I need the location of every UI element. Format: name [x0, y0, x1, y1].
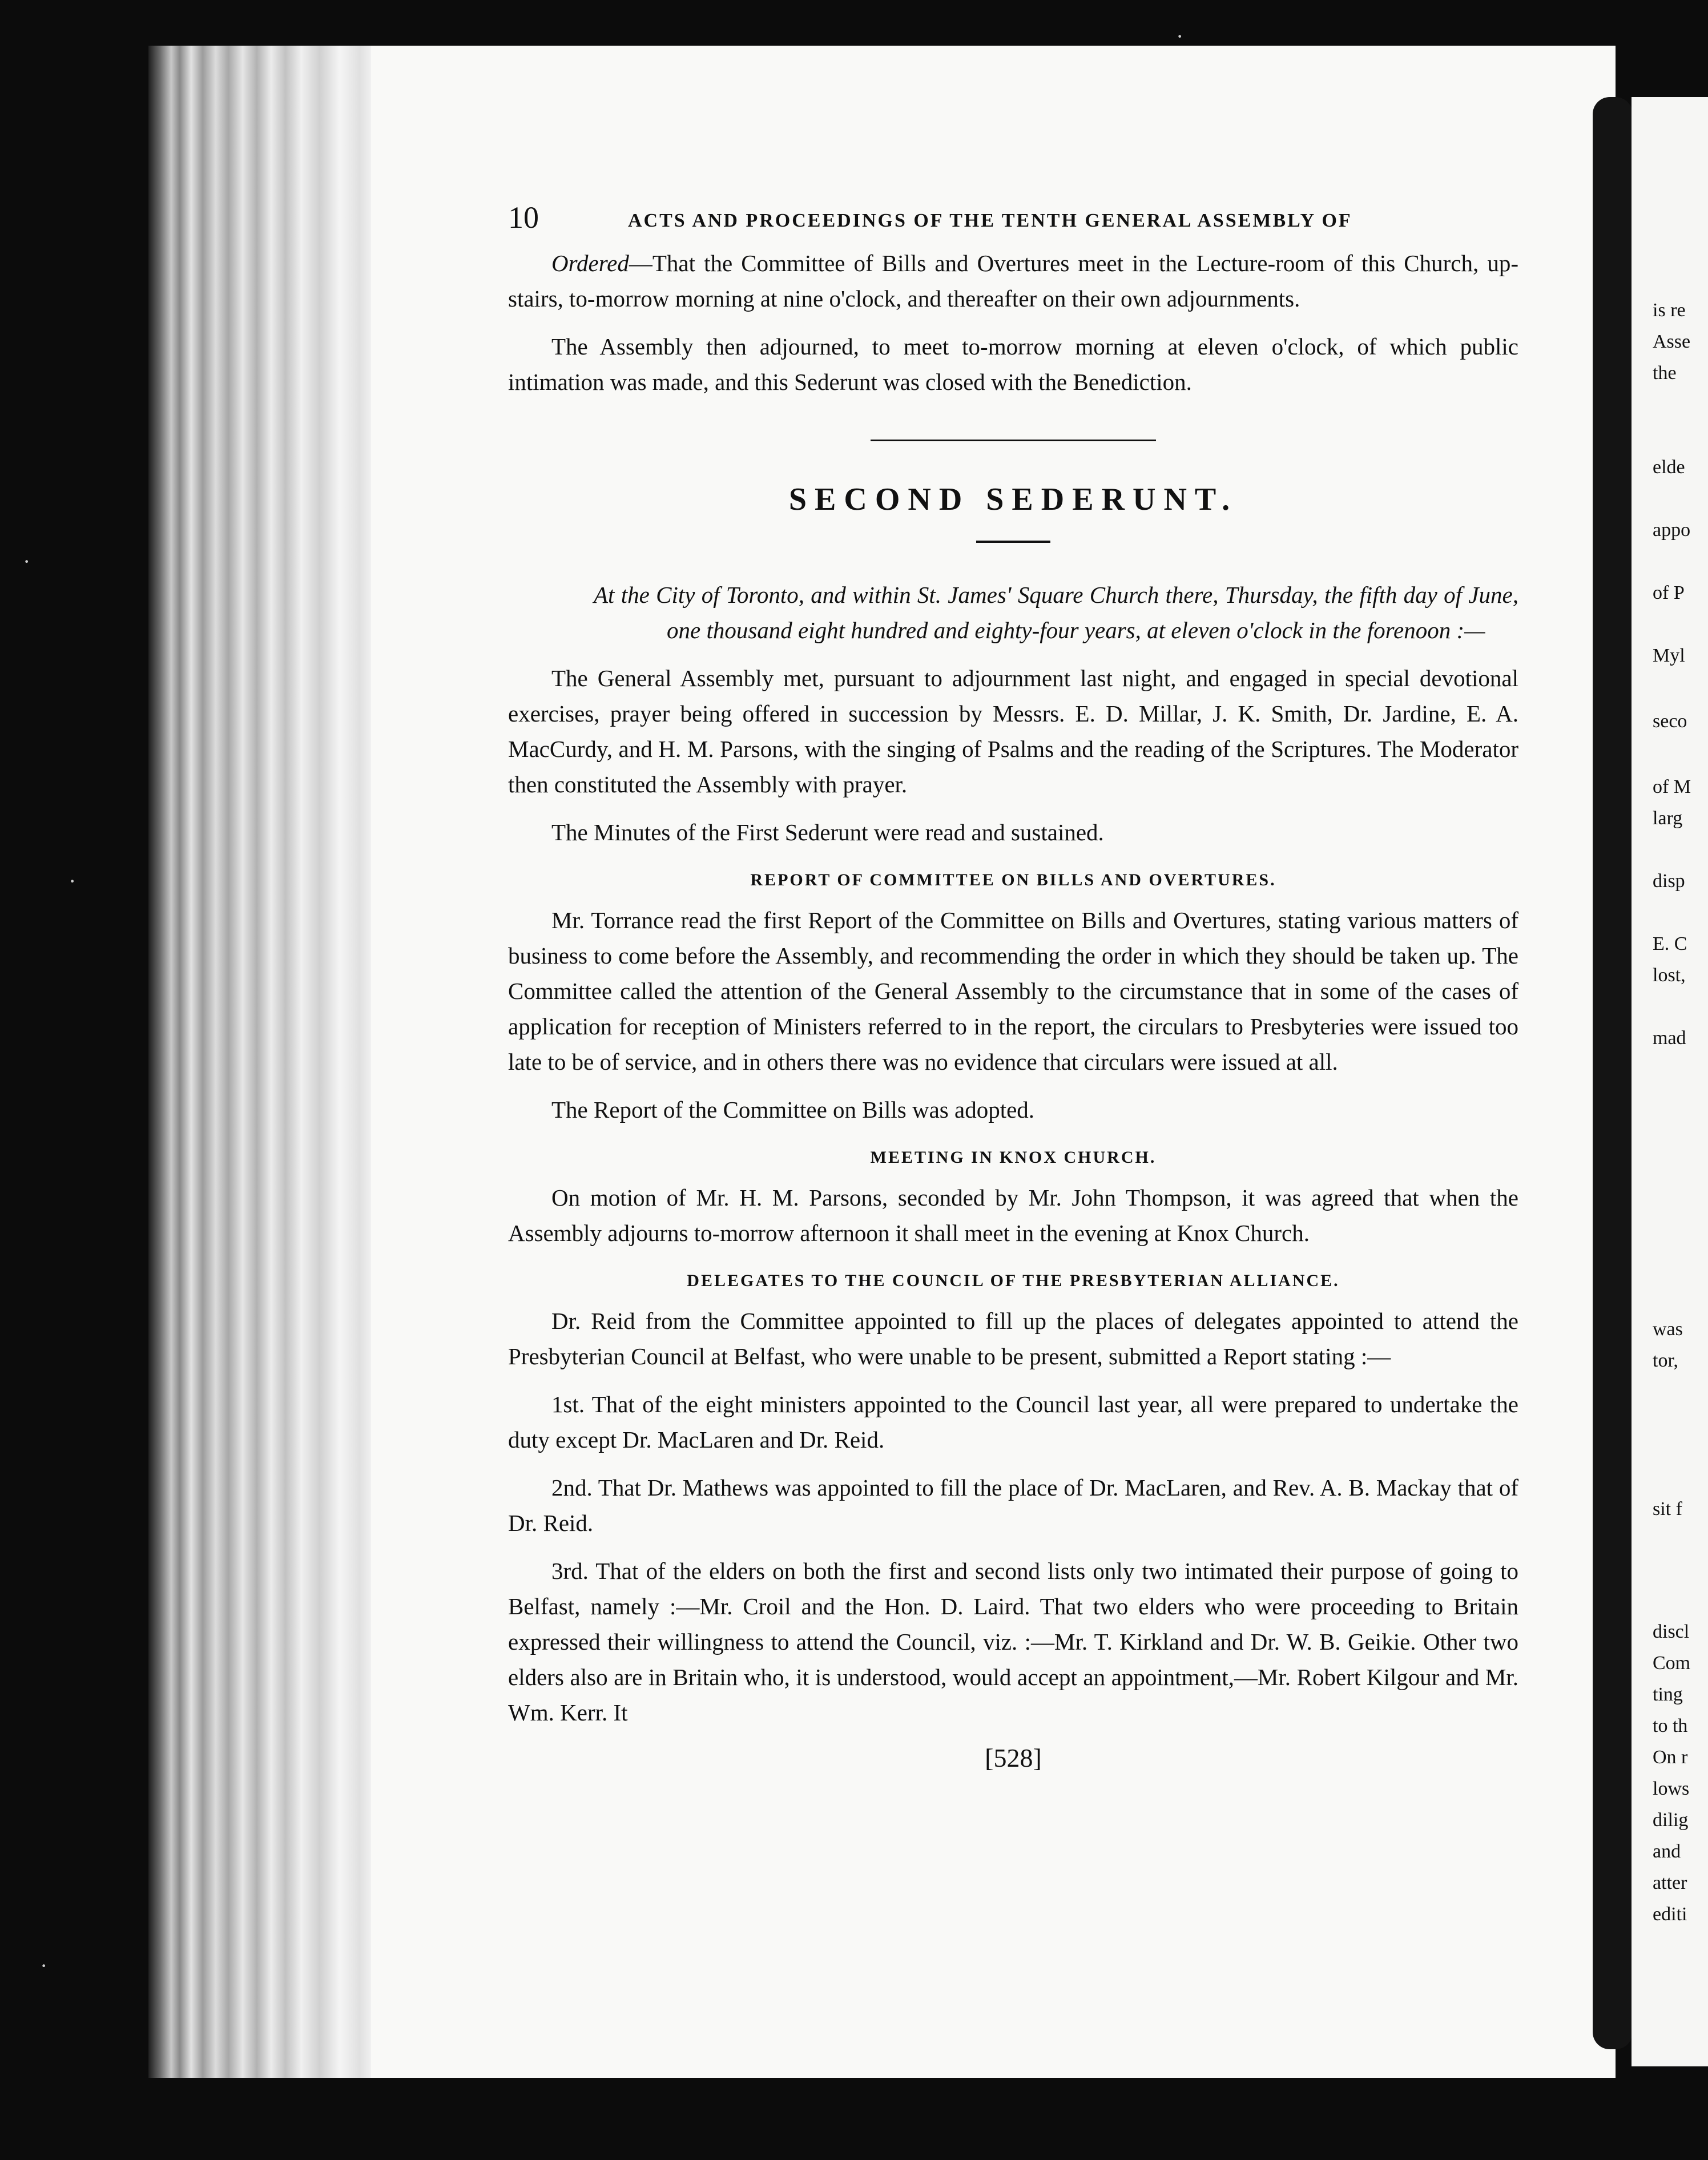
- book-gutter: [1593, 97, 1633, 2049]
- facing-fragment: of P: [1653, 582, 1685, 603]
- facing-fragment: and: [1653, 1841, 1681, 1862]
- facing-fragment: ting: [1653, 1684, 1683, 1705]
- facing-fragment: lost,: [1653, 965, 1686, 986]
- facing-fragment: was: [1653, 1319, 1683, 1340]
- facing-fragment: discl: [1653, 1621, 1690, 1642]
- report-heading: REPORT OF COMMITTEE ON BILLS AND OVERTURES.: [750, 871, 1276, 889]
- section-divider: [871, 440, 1156, 441]
- facing-fragment: appo: [1653, 519, 1691, 541]
- dust-speck: ·: [40, 1953, 48, 1978]
- facing-fragment: of M: [1653, 776, 1691, 797]
- facing-fragment: is re: [1653, 300, 1686, 321]
- page-number: 10: [508, 200, 539, 235]
- ordered-paragraph: [508, 245, 1518, 316]
- facing-page: [1632, 97, 1708, 2066]
- item-2: 2nd. That Dr. Mathews was appointed to fill the place of Dr. MacLaren, and Rev. A. B. Mackay that of Dr. Reid.: [508, 1474, 1518, 1536]
- facing-fragment: dilig: [1653, 1810, 1689, 1831]
- facing-fragment: elde: [1653, 457, 1685, 478]
- ordered-text: —That the Committee of Bills and Overtures meet in the Lecture-room of this Church, up-stairs, to-morrow morning at nine o'clock, and thereafter on their own adjournments.: [508, 250, 1518, 312]
- running-header: [508, 194, 1518, 245]
- facing-fragment: Com: [1653, 1653, 1691, 1674]
- facing-fragment: tor,: [1653, 1350, 1678, 1371]
- facing-fragment: atter: [1653, 1872, 1687, 1893]
- facing-fragment: editi: [1653, 1904, 1687, 1925]
- item-1: 1st. That of the eight ministers appointed to the Council last year, all were prepared to undertake the duty except Dr. MacLaren and Dr. Reid.: [508, 1391, 1518, 1453]
- knox-paragraph: On motion of Mr. H. M. Parsons, seconded by Mr. John Thompson, it was agreed that when the Assembly adjourns to-morrow afternoon it shall meet in the evening at Knox Church.: [508, 1184, 1518, 1246]
- facing-fragment: mad: [1653, 1027, 1686, 1049]
- ordered-label: Ordered: [551, 250, 629, 276]
- page-content: [508, 194, 1518, 1773]
- facing-fragment: disp: [1653, 871, 1685, 892]
- running-title: ACTS AND PROCEEDINGS OF THE TENTH GENERAL ASSEMBLY OF: [628, 210, 1352, 231]
- delegates-heading: DELEGATES TO THE COUNCIL OF THE PRESBYTERIAN ALLIANCE.: [687, 1271, 1340, 1290]
- facing-fragment: On r: [1653, 1747, 1688, 1768]
- sederunt-heading: SECOND SEDERUNT.: [788, 482, 1238, 517]
- heading-rule: [976, 541, 1050, 543]
- adjourn-paragraph: The Assembly then adjourned, to meet to-morrow morning at eleven o'clock, of which public intimation was made, and this Sederunt was closed with the Benediction.: [508, 333, 1518, 395]
- facing-fragment: seco: [1653, 711, 1687, 732]
- report-adopted-paragraph: The Report of the Committee on Bills was adopted.: [551, 1097, 1035, 1123]
- delegates-paragraph: Dr. Reid from the Committee appointed to fill up the places of delegates appointed to attend the Presbyterian Council at Belfast, who were unable to be present, submitted a Report stating :—: [508, 1308, 1518, 1369]
- facing-fragment: lows: [1653, 1778, 1690, 1799]
- book-page-edges: [148, 46, 377, 2078]
- facing-fragment: to th: [1653, 1715, 1688, 1736]
- report-paragraph: Mr. Torrance read the first Report of the Committee on Bills and Overtures, stating various matters of business to come before the Assembly, and recommending the order in which they should be taken up. The Committee called the attention of the General Assembly to the circumstance that in some of the cases of application for reception of Ministers referred to in the report, the circulars to Presbyteries were issued too late to be of service, and in others there was no evidence that circulars were issued at all.: [508, 907, 1518, 1075]
- place-date-paragraph: At the City of Toronto, and within St. James' Square Church there, Thursday, the fifth day of June, one thousand eight hundred and eighty-four years, at eleven o'clock in the forenoon :—: [594, 582, 1518, 643]
- item-3: 3rd. That of the elders on both the first and second lists only two intimated their purpose of going to Belfast, namely :—Mr. Croil and the Hon. D. Laird. That two elders who were proceeding to Britain expressed their willingness to attend the Council, viz. :—Mr. T. Kirkland and Dr. W. B. Geikie. Other two elders also are in Britain who, it is understood, would accept an appointment,—Mr. Robert Kilgour and Mr. Wm. Kerr. It: [508, 1558, 1518, 1726]
- facing-fragment: E. C: [1653, 933, 1687, 954]
- facing-fragment: sit f: [1653, 1498, 1682, 1520]
- facing-fragment: larg: [1653, 808, 1683, 829]
- knox-heading: MEETING IN KNOX CHURCH.: [870, 1148, 1157, 1167]
- dust-speck: ·: [23, 549, 31, 574]
- minutes-paragraph: The Minutes of the First Sederunt were read and sustained.: [551, 819, 1104, 845]
- dust-speck: ·: [1176, 23, 1184, 49]
- signature-mark: [528]: [985, 1743, 1042, 1772]
- facing-fragment: Myl: [1653, 645, 1685, 666]
- facing-fragment: the: [1653, 362, 1677, 384]
- facing-fragment: Asse: [1653, 331, 1691, 352]
- dust-speck: ·: [69, 868, 76, 894]
- assembly-met-paragraph: The General Assembly met, pursuant to adjournment last night, and engaged in special devotional exercises, prayer being offered in succession by Messrs. E. D. Millar, J. K. Smith, Dr. Jardine, E. A. MacCurdy, and H. M. Parsons, with the singing of Psalms and the reading of the Scriptures. The Moderator then constituted the Assembly with prayer.: [508, 665, 1518, 797]
